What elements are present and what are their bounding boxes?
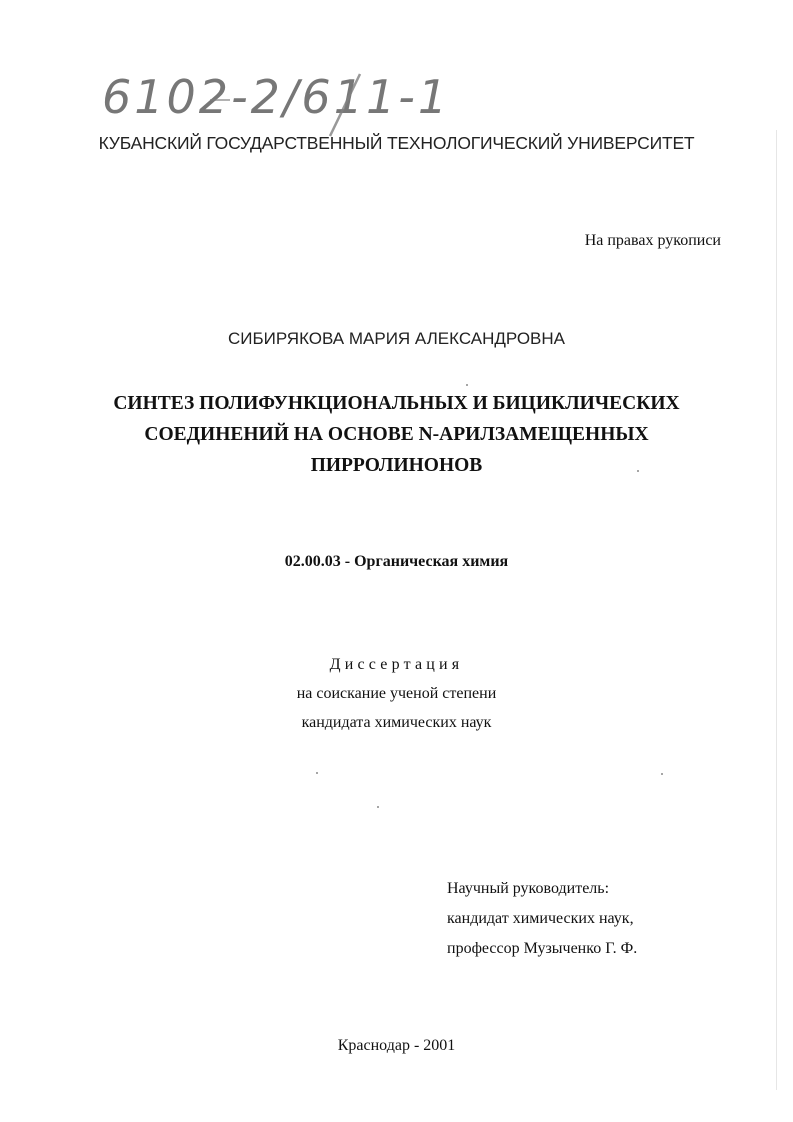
title-line: ПИРРОЛИНОНОВ <box>310 455 483 476</box>
handwritten-code-text: 6102-2/611-1 <box>102 70 451 124</box>
handwritten-slash-mark-icon <box>102 70 622 140</box>
specialty-code: 02.00.03 - Органическая химия <box>284 553 509 570</box>
handwritten-archive-code <box>102 70 622 140</box>
manuscript-rights-note: На правах рукописи <box>584 232 721 249</box>
scan-speck <box>466 384 468 386</box>
supervisor-degree: кандидат химических наук, <box>447 910 634 927</box>
dissertation-info <box>0 650 793 737</box>
university-name: КУБАНСКИЙ ГОСУДАРСТВЕННЫЙ ТЕХНОЛОГИЧЕСКИЙ УНИВЕРСИТЕТ <box>98 133 695 153</box>
city-year: Краснодар - 2001 <box>337 1037 456 1054</box>
dissertation-type: Диссертация <box>329 656 464 673</box>
title-line: СИНТЕЗ ПОЛИФУНКЦИОНАЛЬНЫХ И БИЦИКЛИЧЕСКИХ <box>113 393 680 414</box>
title-line: СОЕДИНЕНИЙ НА ОСНОВЕ N-АРИЛЗАМЕЩЕННЫХ <box>144 424 649 445</box>
scan-edge-line <box>776 130 777 1090</box>
scan-speck <box>377 806 379 808</box>
dissertation-degree: кандидата химических наук <box>301 714 492 731</box>
supervisor-name: профессор Музыченко Г. Ф. <box>447 940 638 957</box>
scan-speck <box>637 470 639 472</box>
supervisor-block <box>447 874 637 964</box>
author-name: СИБИРЯКОВА МАРИЯ АЛЕКСАНДРОВНА <box>227 329 566 348</box>
supervisor-label: Научный руководитель: <box>447 880 610 897</box>
scan-speck <box>661 773 663 775</box>
dissertation-purpose: на соискание ученой степени <box>296 685 497 702</box>
dissertation-title <box>0 388 793 481</box>
scan-speck <box>316 772 318 774</box>
